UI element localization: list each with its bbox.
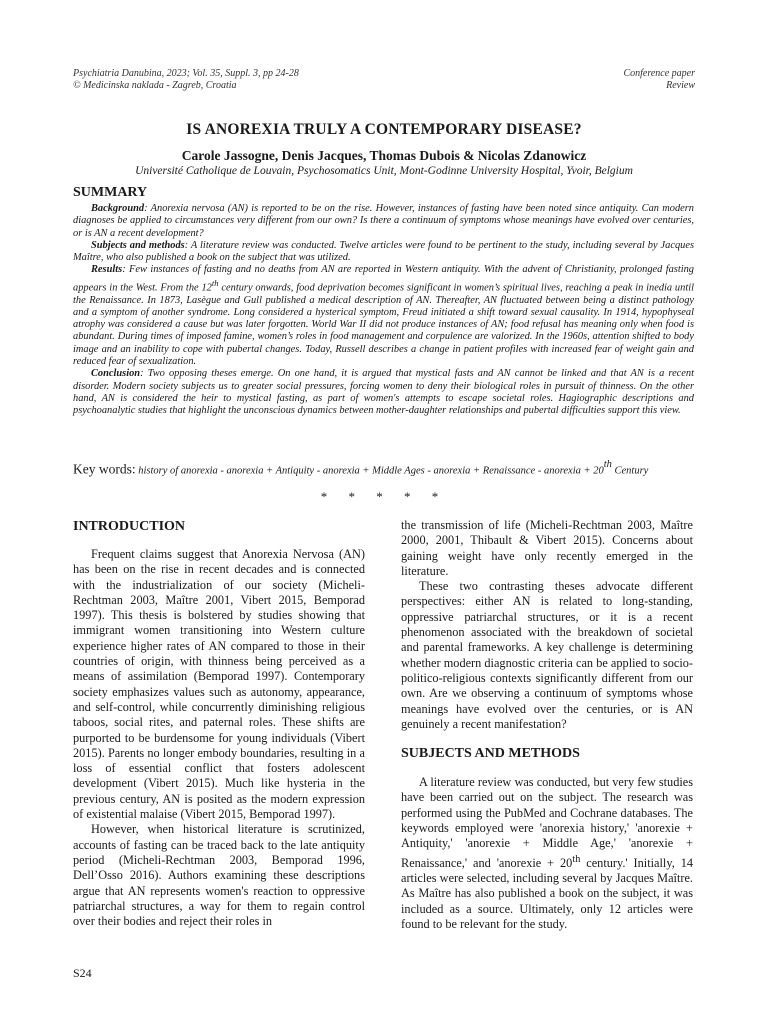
methods-paragraph <box>401 775 693 932</box>
background-text: : Anorexia nervosa (AN) is reported to be on the rise. However, instances of fasting have been noted since antiquity. Can modern diagnoses be applied to circumstances very different from our own? Is there a continuum of symptoms whose meanings have evolved over centuries, or is AN a recent development? <box>73 203 694 239</box>
author-list: Carole Jassogne, Denis Jacques, Thomas Dubois & Nicolas Zdanowicz <box>181 148 587 163</box>
journal-citation: Psychiatria Danubina, 2023; Vol. 35, Suppl. 3, pp 24-28 <box>73 68 299 79</box>
keywords-superscript: th <box>603 459 612 470</box>
methods-text-b: century.' Initially, 14 articles were selected, including several by Jacques Maître. As Maître has also published a book on the subject, it was included as a source. Ultimately, only 12 articles were found to be relevant for the study. <box>401 855 693 931</box>
keywords-line <box>73 459 713 478</box>
background-label: Background <box>91 203 145 214</box>
methods-text: : A literature review was conducted. Twelve articles were found to be pertinent to the study, including several by Jacques Maître, who also published a book on the subject that was utilized. <box>73 239 694 264</box>
conclusion-label: Conclusion <box>91 368 141 380</box>
summary-results <box>73 264 694 368</box>
results-text-a: : Few instances of fasting and no deaths from AN are reported in Western antiquity. With the advent of Christianity, prolonged fasting appears in the West. From the 12 <box>73 264 694 294</box>
left-column <box>73 518 365 929</box>
section-separator: * * * * * <box>320 489 448 504</box>
introduction-heading: INTRODUCTION <box>73 519 186 534</box>
methods-heading: SUBJECTS AND METHODS <box>401 746 580 762</box>
methods-superscript: th <box>572 853 581 865</box>
introduction-paragraph: These two contrasting theses advocate different perspectives: either AN is related to long-standing, oppressive patriarchal structures, or it is a recent phenomenon associated with the breakdown of societal and parental frameworks. A key challenge is determining whether modern diagnostic criteria can be applied to socio-politico-religious contexts significantly different from our own. Are we observing a continuum of symptoms whose meanings have evolved over the centuries, or is AN genuinely a recent manifestation? <box>401 579 693 731</box>
paper-type: Conference paper <box>623 68 695 79</box>
summary-block <box>73 203 694 418</box>
author-affiliation: Université Catholique de Louvain, Psychosomatics Unit, Mont-Godinne University Hospital, Yvoir, Belgium <box>135 165 633 177</box>
publisher-line: © Medicinska naklada - Zagreb, Croatia <box>73 80 237 91</box>
introduction-paragraph: Frequent claims suggest that Anorexia Nervosa (AN) has been on the rise in recent decades and is connected with the industrialization of our society (Micheli-Rechtman 2003, Maître 2001, Vibert 2015, Bemporad 1997). This thesis is bolstered by studies showing that immigrant women transitioning into Western culture experience higher rates of AN compared to those in their countries of origin, with thinness being perceived as a means of assimilation (Bemporad 1997). Contemporary society emphasizes values such as autonomy, appearance, and self-control, while concurrently diminishing religious taboos, social rites, and paternal roles. These shifts are purported to be burdensome for young individuals (Vibert 2015). Parents no longer embody boundaries, resulting in a loss of essential conflict that fosters adolescent development (Vibert 2015). Much like hysteria in the previous century, AN is posited as the modern expression of existential malaise (Vibert 2015, Bemporad 1997). <box>73 547 365 822</box>
summary-conclusion <box>73 368 694 417</box>
keywords-label: Key words: <box>73 461 136 477</box>
results-label: Results <box>91 264 123 276</box>
keywords-text-a: history of anorexia - anorexia + Antiquity - anorexia + Middle Ages - anorexia + Renaissance - anorexia + 20 <box>135 465 604 477</box>
introduction-paragraph: However, when historical literature is scrutinized, accounts of fasting can be traced back to the late antiquity period (Micheli-Rechtman 2003, Bemporad 1996, Dell’Osso 2016). Authors examining these descriptions argue that AN represents women's reaction to oppressive patriarchal structures, a way for them to regain control over their bodies and reject their roles in <box>73 822 365 929</box>
right-column <box>401 518 693 932</box>
running-header-left <box>73 68 299 92</box>
running-header-right <box>623 68 695 92</box>
page-number: S24 <box>73 966 92 980</box>
paper-title: IS ANOREXIA TRULY A CONTEMPORARY DISEASE? <box>186 121 582 138</box>
results-text-b: century onwards, food deprivation becomes significant in women’s spiritual lives, reaching a peak in inedia until the Renaissance. In 1873, Lasègue and Gull published a medical description of AN. Thereafter, AN fluctuated between being a distinct pathology and a symptom of another syndrome. Long considered a hysterical symptom, Freud initiated a shift toward sexual causality. In 1914, hypophyseal atrophy was considered a cause but was later forgotten. World War II did not produce instances of AN; food refusal has meaning only when food is abundant. During times of imposed famine, women’s roles in food management and corpulence are valorized. In the 1960s, attention shifted to body image and an inability to cope with pubertal changes. Today, Russell describes a change in patient profiles with increased fear of weight gain and reduced fear of sexualization. <box>73 282 694 368</box>
introduction-paragraph-continued: the transmission of life (Micheli-Rechtman 2003, Maître 2000, 2001, Thibault & Vibert 2015). Concerns about gaining weight have only recently emerged in the literature. <box>401 518 693 578</box>
methods-label: Subjects and methods <box>91 239 185 251</box>
methods-text-a: A literature review was conducted, but very few studies have been carried out on the subject. The research was performed using the PubMed and Cochrane databases. The keywords employed were 'anorexia history,' 'anorexie + Antiquity,' 'anorexie + Middle Age,' 'anorexie + Renaissance,' and 'anorexie + 20 <box>401 775 693 870</box>
results-superscript: th <box>211 277 219 288</box>
keywords-text-b: Century <box>611 465 649 477</box>
summary-heading: SUMMARY <box>73 185 148 200</box>
paper-category: Review <box>666 80 695 91</box>
conclusion-text: : Two opposing theses emerge. On one hand, it is argued that mystical fasts and AN cannot be linked and that AN is a recent disorder. Modern society subjects us to greater social pressures, forcing women to deny their biological roles in pursuit of thinness. On the other hand, AN is considered the heir to mystical fasting, as part of women's attempts to escape societal roles. Hagiographic descriptions and psychoanalytic studies that highlight the unconscious dynamics between mother-daughter relationships and pubertal difficulties support this view. <box>73 368 694 417</box>
summary-background <box>73 203 694 240</box>
summary-methods <box>73 240 694 265</box>
